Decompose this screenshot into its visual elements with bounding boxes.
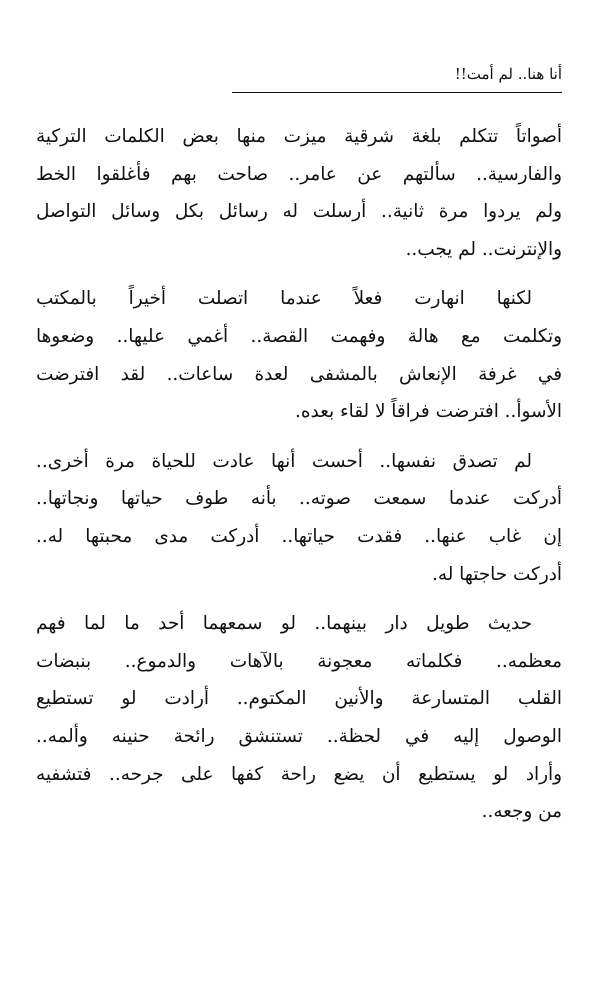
text-line: ولم يردوا مرة ثانية.. أرسلت له رسائل بكل وسائل التواصل <box>36 201 562 223</box>
text-line: أصواتاً تتكلم بلغة شرقية ميزت منها بعض الكلمات التركية <box>36 126 562 147</box>
text-line: لكنها انهارت فعلاً عندما اتصلت أخيراً بالمكتب <box>36 288 532 310</box>
running-title: أنا هنا.. لم أمت!! <box>454 65 562 83</box>
text-line: وأراد لو يستطيع أن يضع راحة كفها على جرحه.. فتشفيه <box>36 763 562 785</box>
running-header <box>232 62 562 93</box>
text-line: والإنترنت.. لم يجب.. <box>405 238 562 260</box>
paragraph-3 <box>36 443 562 593</box>
body-text <box>36 118 562 843</box>
text-line: من وجعه.. <box>481 801 562 823</box>
text-line: معظمه.. فكلماته معجونة بالآهات والدموع.. بنبضات <box>36 650 562 672</box>
text-line: الوصول إليه في لحظة.. تستنشق رائحة حنينه وألمه.. <box>36 725 562 747</box>
text-line: وتكلمت مع هالة وفهمت القصة.. أغمي عليها.. وضعوها <box>36 325 562 347</box>
header-rule <box>232 92 562 93</box>
text-line: إن غاب عنها.. فقدت حياتها.. أدركت مدى محبتها له.. <box>36 525 562 547</box>
paragraph-4 <box>36 605 562 831</box>
text-line: أدركت حاجتها له. <box>432 563 562 585</box>
text-line: القلب المتسارعة والأنين المكتوم.. أرادت لو تستطيع <box>36 688 562 710</box>
paragraph-2 <box>36 280 562 430</box>
paragraph-1 <box>36 118 562 268</box>
text-line: الأسوأ.. افترضت فراقاً لا لقاء بعده. <box>294 401 562 423</box>
text-line: حديث طويل دار بينهما.. لو سمعهما أحد ما لما فهم <box>36 613 532 635</box>
text-line: لم تصدق نفسها.. أحست أنها عادت للحياة مرة أخرى.. <box>36 450 532 472</box>
text-line: والفارسية.. سألتهم عن عامر.. صاحت بهم فأغلقوا الخط <box>36 163 562 185</box>
text-line: في غرفة الإنعاش بالمشفى لعدة ساعات.. لقد افترضت <box>36 363 562 385</box>
text-line: أدركت عندما سمعت صوته.. بأنه طوف حياتها ونجاتها.. <box>36 488 562 510</box>
